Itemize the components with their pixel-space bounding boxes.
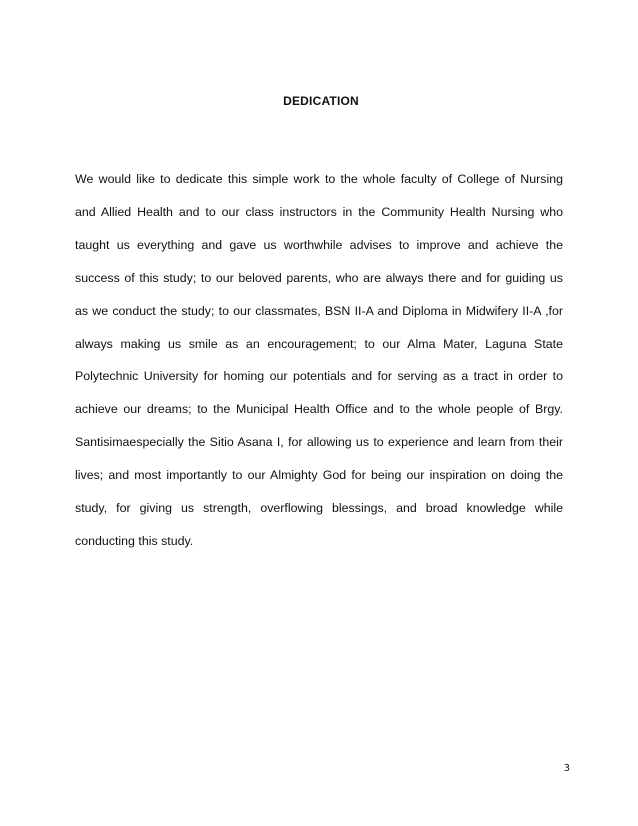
- paragraph-line: study, for giving us strength, overflowing blessings, and broad knowledge while: [75, 501, 563, 516]
- paragraph-line: as we conduct the study; to our classmates, BSN II-A and Diploma in Midwifery II-A ,for: [75, 303, 563, 318]
- paragraph-line: success of this study; to our beloved parents, who are always there and for guiding us: [75, 270, 563, 285]
- dedication-paragraph: [75, 163, 563, 558]
- paragraph-line: Santisimaespecially the Sitio Asana I, for allowing us to experience and learn from their: [75, 435, 563, 450]
- page-number: 3: [563, 763, 570, 774]
- paragraph-line: and Allied Health and to our class instructors in the Community Health Nursing who: [75, 204, 563, 219]
- paragraph-line: achieve our dreams; to the Municipal Health Office and to the whole people of Brgy.: [75, 402, 563, 417]
- paragraph-line: always making us smile as an encouragement; to our Alma Mater, Laguna State: [75, 336, 563, 351]
- paragraph-line: lives; and most importantly to our Almighty God for being our inspiration on doing the: [75, 468, 563, 483]
- paragraph-line: taught us everything and gave us worthwhile advises to improve and achieve the: [75, 237, 563, 252]
- page-title: DEDICATION: [283, 94, 359, 108]
- paragraph-line: Polytechnic University for homing our potentials and for serving as a tract in order to: [75, 369, 563, 384]
- paragraph-line: conducting this study.: [75, 533, 194, 548]
- paragraph-line: We would like to dedicate this simple work to the whole faculty of College of Nursing: [75, 172, 563, 186]
